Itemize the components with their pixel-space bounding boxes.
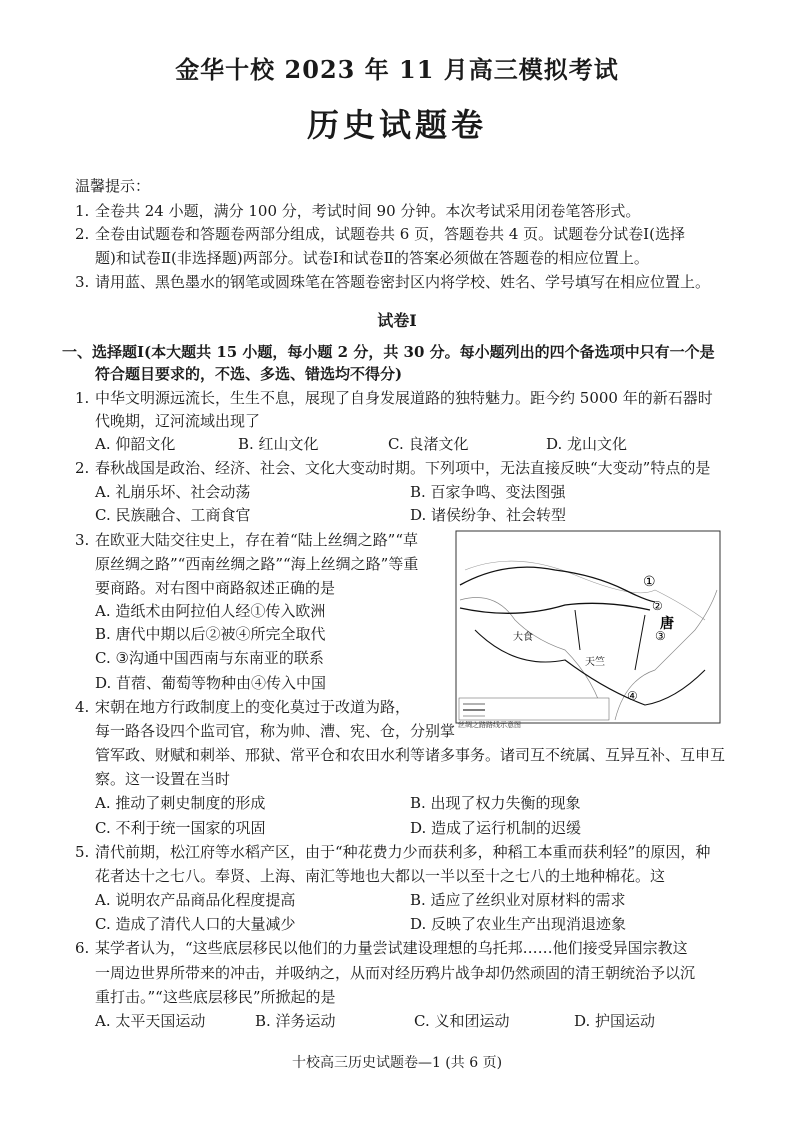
option-a: A. 礼崩乐坏、社会动荡 (95, 483, 251, 501)
option-c: C. 不利于统一国家的巩固 (95, 819, 266, 837)
question-stem: 代晚期，辽河流域出现了 (95, 412, 261, 430)
option-b: B. 红山文化 (238, 435, 319, 453)
question-number: 4. (75, 698, 90, 716)
paper-subtitle: 历史试题卷 (306, 106, 487, 144)
map-marker: ④ (627, 689, 638, 703)
option-c: C. 义和团运动 (414, 1012, 510, 1030)
section-instruction: 符合题目要求的，不选、多选、错选均不得分) (95, 365, 403, 383)
question-number: 5. (75, 843, 90, 861)
notice-number: 3. (75, 273, 90, 291)
question-stem: 要商路。对右图中商路叙述正确的是 (95, 579, 336, 597)
option-d: D. 龙山文化 (546, 435, 628, 453)
option-c: C. 民族融合、工商食官 (95, 506, 251, 524)
question-stem: 察。这一设置在当时 (95, 770, 231, 788)
notice-text: 题)和试卷Ⅱ(非选择题)两部分。试卷Ⅰ和试卷Ⅱ的答案必须做在答题卷的相应位置上。 (95, 249, 649, 267)
map-label: 唐 (660, 616, 674, 632)
notice-number: 1. (75, 202, 90, 220)
page-footer: 十校高三历史试题卷—1 (共 6 页) (291, 1055, 503, 1071)
map-marker: ③ (655, 629, 666, 643)
silk-road-map (455, 530, 721, 724)
section-title: 试卷Ⅰ (377, 311, 417, 330)
option-b: B. 百家争鸣、变法图强 (410, 483, 566, 501)
question-stem: 宋朝在地方行政制度上的变化莫过于改道为路， (95, 698, 411, 716)
option-b: B. 出现了权力失衡的现象 (410, 794, 581, 812)
option-a: A. 说明农产品商品化程度提高 (95, 891, 296, 909)
option-c: C. 良渚文化 (388, 435, 469, 453)
question-stem: 每一路各设四个监司官，称为帅、漕、宪、仓，分别掌 (95, 722, 456, 740)
question-stem: 一周边世界所带来的冲击，并吸纳之，从而对经历鸦片战争却仍然顽固的清王朝统治予以沉 (95, 964, 696, 982)
question-stem: 中华文明源远流长，生生不息，展现了自身发展道路的独特魅力。距今约 5000 年的新石器时 (95, 389, 713, 407)
notice-heading: 温馨提示： (75, 177, 151, 195)
question-number: 1. (75, 389, 90, 407)
option-b: B. 洋务运动 (255, 1012, 336, 1030)
map-marker: ② (652, 599, 663, 613)
question-number: 2. (75, 459, 90, 477)
option-d: D. 造成了运行机制的迟缓 (410, 819, 582, 837)
question-stem: 管军政、财赋和刺举、邢狱、常平仓和农田水利等诸多事务。诸司互不统属、互异互补、互申互 (95, 746, 726, 764)
question-stem: 春秋战国是政治、经济、社会、文化大变动时期。下列项中，无法直接反映“大变动”特点的是 (95, 459, 711, 477)
question-stem: 重打击。”“这些底层移民”所掀起的是 (95, 988, 336, 1006)
option-a: A. 推动了刺史制度的形成 (95, 794, 266, 812)
map-label: 天竺 (585, 657, 605, 668)
notice-text: 全卷由试题卷和答题卷两部分组成，试题卷共 6 页，答题卷共 4 页。试题卷分试卷Ⅰ(选择 (95, 225, 685, 243)
map-marker: ① (643, 574, 656, 590)
exam-title: 金华十校 2023 年 11 月高三模拟考试 (175, 55, 619, 84)
section-instruction: 一、选择题Ⅰ(本大题共 15 小题，每小题 2 分，共 30 分。每小题列出的四个备选项中只有一个是 (62, 343, 715, 361)
option-c: C. 造成了清代人口的大量减少 (95, 915, 296, 933)
question-stem: 清代前期，松江府等水稻产区，由于“种花费力少而获利多，种稻工本重而获利轻”的原因，种 (95, 843, 711, 861)
notice-text: 请用蓝、黑色墨水的钢笔或圆珠笔在答题卷密封区内将学校、姓名、学号填写在相应位置上。 (95, 273, 711, 291)
map-caption: 丝绸之路路线示意图 (458, 721, 521, 729)
option-c: C. ③沟通中国西南与东南亚的联系 (95, 649, 324, 667)
map-label: 大食 (513, 632, 533, 643)
option-b: B. 唐代中期以后②被④所完全取代 (95, 625, 326, 643)
option-a: A. 造纸术由阿拉伯人经①传入欧洲 (95, 602, 326, 620)
option-d: D. 护国运动 (574, 1012, 656, 1030)
option-a: A. 太平天国运动 (95, 1012, 206, 1030)
option-a: A. 仰韶文化 (95, 435, 176, 453)
question-stem: 原丝绸之路”“西南丝绸之路”“海上丝绸之路”等重 (95, 555, 419, 573)
question-number: 3. (75, 531, 90, 549)
question-number: 6. (75, 939, 90, 957)
notice-text: 全卷共 24 小题，满分 100 分，考试时间 90 分钟。本次考试采用闭卷笔答形式。 (95, 202, 641, 220)
question-stem: 花者达十之七八。奉贤、上海、南汇等地也大都以一半以至十之七八的土地种棉花。这 (95, 867, 666, 885)
option-d: D. 反映了农业生产出现消退迹象 (410, 915, 627, 933)
option-d: D. 诸侯纷争、社会转型 (410, 506, 567, 524)
question-stem: 在欧亚大陆交往史上，存在着“陆上丝绸之路”“草 (95, 531, 419, 549)
option-d: D. 苜蓿、葡萄等物种由④传入中国 (95, 674, 327, 692)
notice-number: 2. (75, 225, 90, 243)
option-b: B. 适应了丝织业对原材料的需求 (410, 891, 626, 909)
question-stem: 某学者认为，“这些底层移民以他们的力量尝试建设理想的乌托邦……他们接受异国宗教这 (95, 939, 688, 957)
